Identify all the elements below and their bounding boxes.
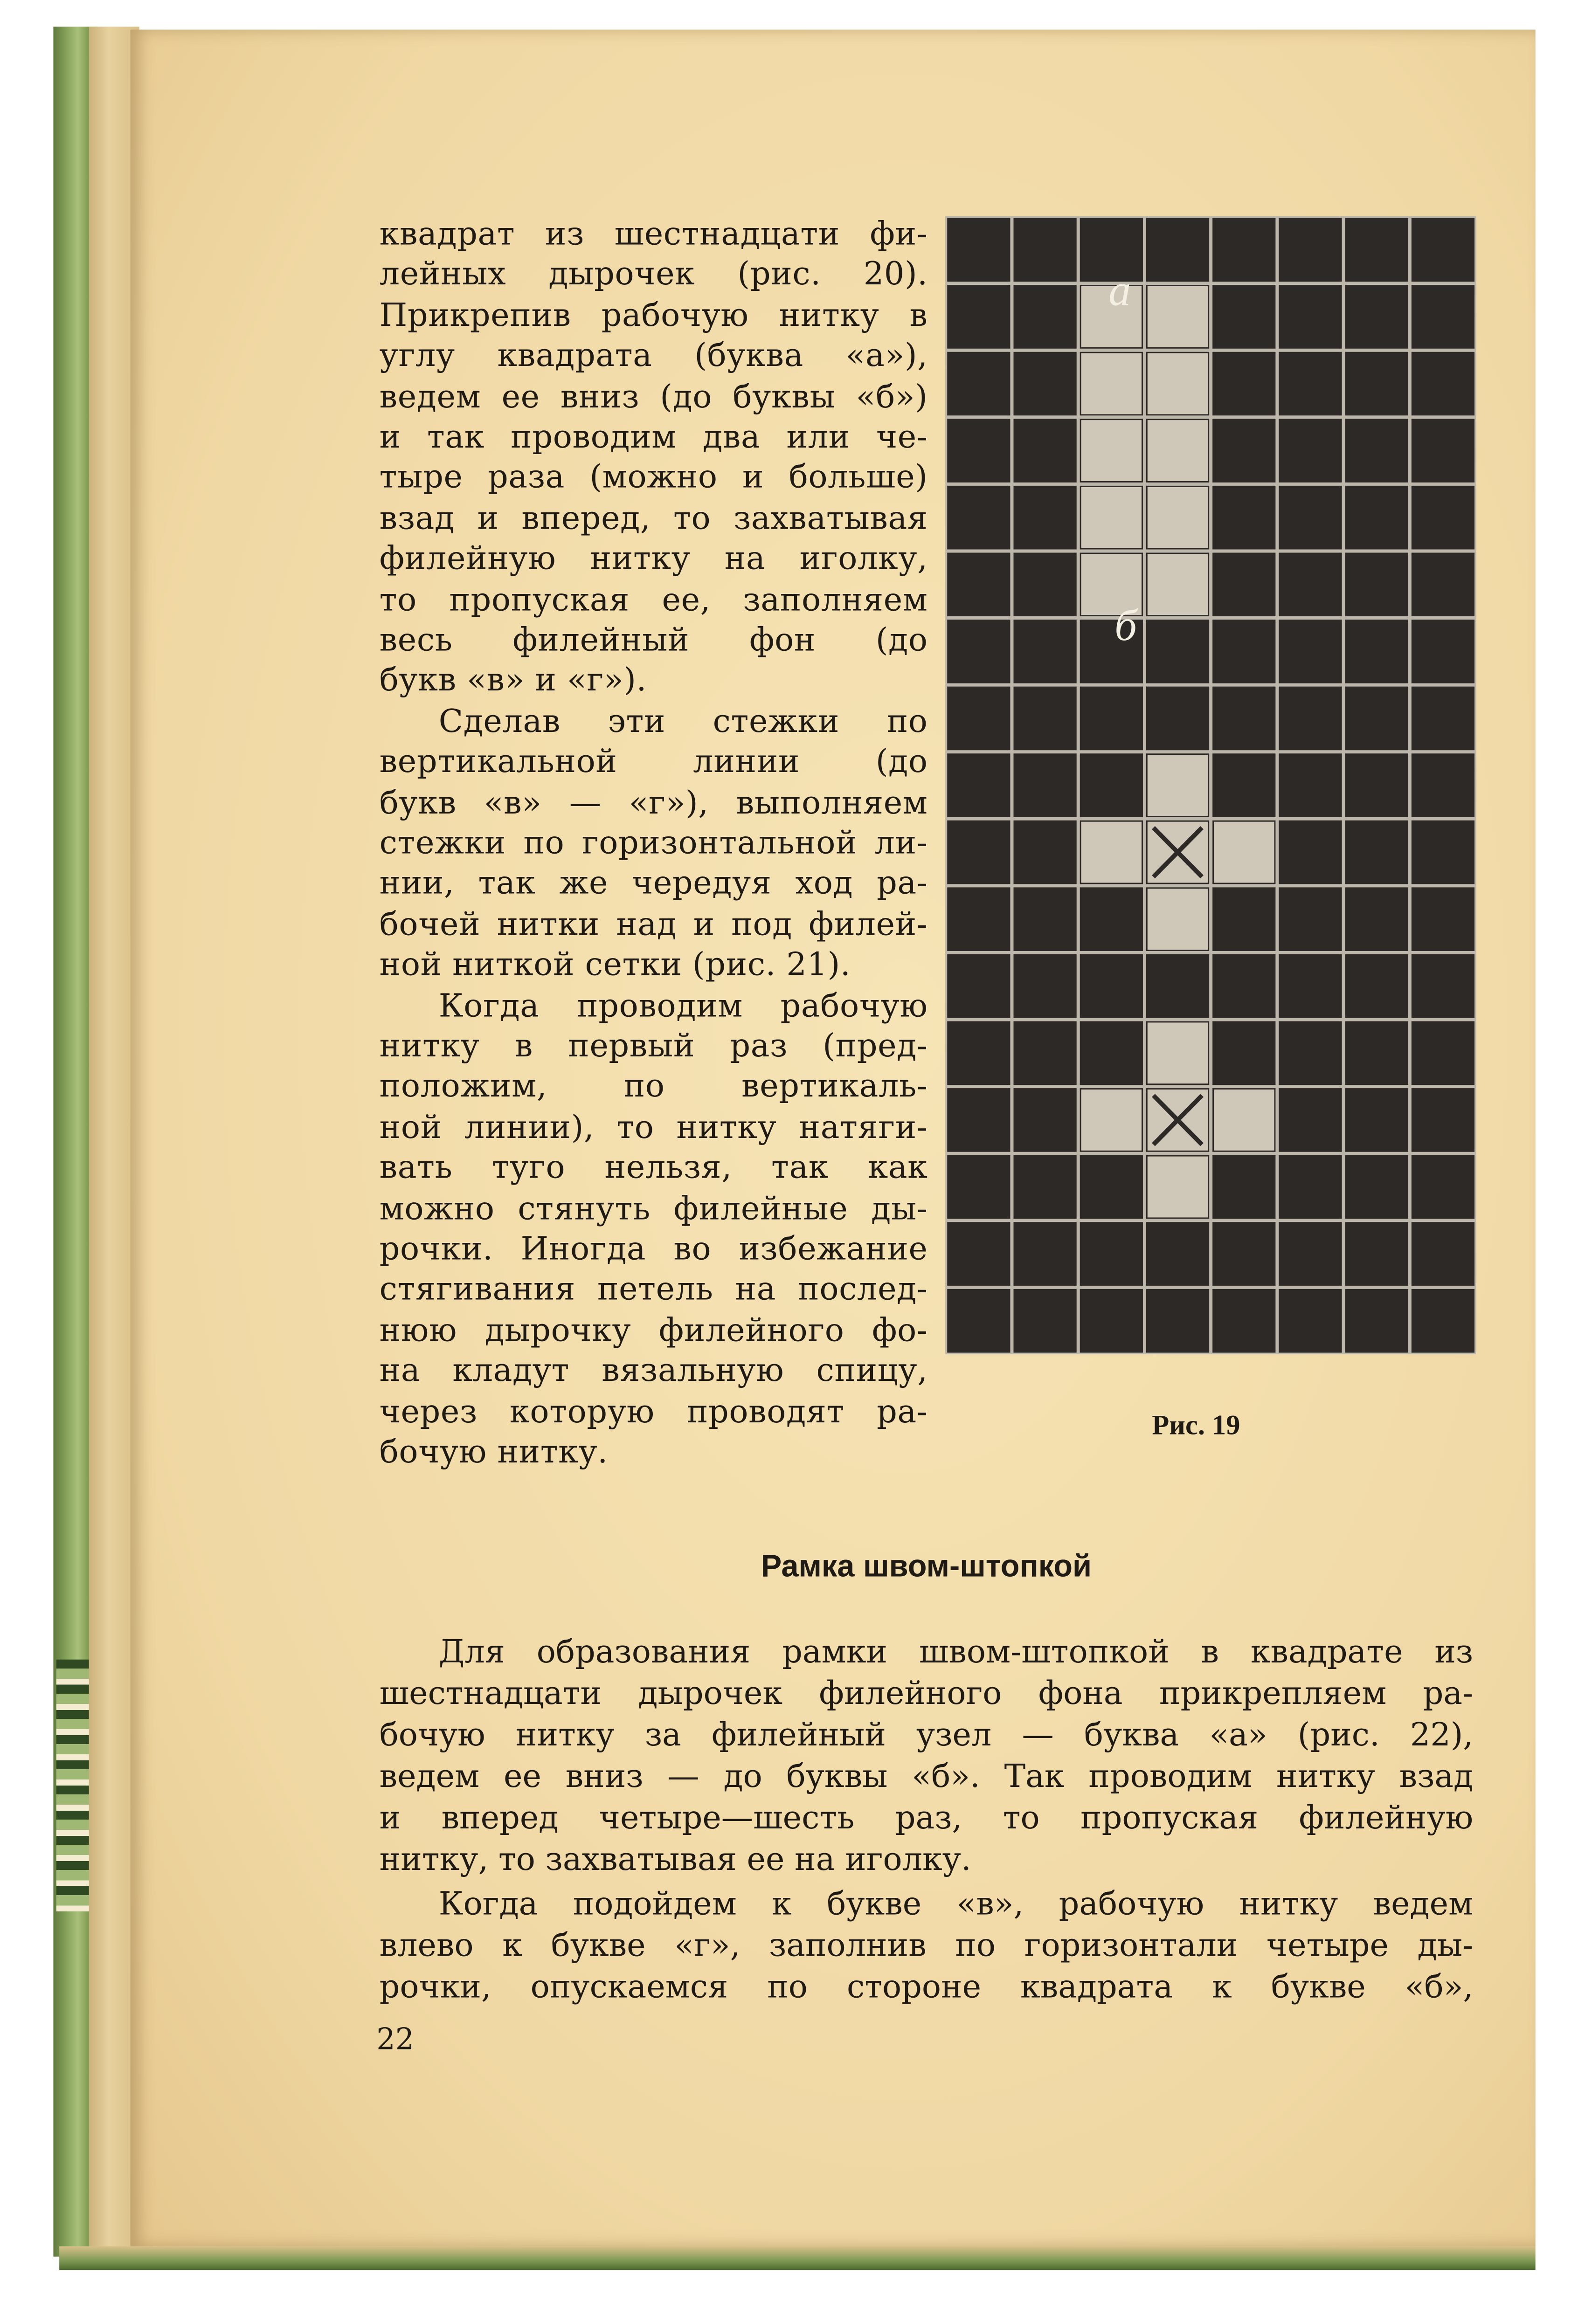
- figure-caption: Рис. 19: [1152, 1410, 1240, 1442]
- text-line: положим, по вертикаль-: [379, 1069, 928, 1106]
- text-line: углу квадрата (буква «а»),: [379, 338, 928, 375]
- text-line: букв «в» — «г»), выполняем: [379, 785, 928, 822]
- book-bottom-edge: [59, 2246, 1536, 2270]
- text-line: лейных дырочек (рис. 20).: [379, 257, 928, 294]
- stitched-cell: [1148, 1022, 1208, 1083]
- text-line: Прикрепив рабочую нитку в: [379, 297, 928, 335]
- stitched-cell: [1148, 420, 1208, 481]
- stitched-cell: [1081, 420, 1142, 481]
- text-line: нюю дырочку филейного фо-: [379, 1312, 928, 1350]
- stitched-cell: [1081, 353, 1142, 414]
- text-line: взад и вперед, то захватывая: [379, 500, 928, 538]
- page-number: 22: [376, 2021, 415, 2057]
- text-line: бочей нитки над и под филей-: [379, 906, 928, 944]
- figure-label-b: б: [1114, 600, 1137, 650]
- text-line: Сделав эти стежки по: [438, 703, 928, 741]
- stitched-cell: [1081, 1090, 1142, 1151]
- text-line: вертикальной линии (до: [379, 744, 928, 781]
- text-line: стягивания петель на послед-: [379, 1272, 928, 1309]
- text-line: бочую нитку за филейный узел — буква «а» (рис. 22),: [379, 1717, 1474, 1755]
- stitched-cell: [1148, 755, 1208, 816]
- text-line: весь филейный фон (до: [379, 622, 928, 660]
- text-line: Для образования рамки швом-штопкой в квадрате из: [438, 1634, 1474, 1672]
- stitched-cell: [1148, 889, 1208, 950]
- stitched-cell: [1148, 286, 1208, 347]
- text-line: стежки по горизонтальной ли-: [379, 825, 928, 862]
- text-line: нитку, то захватывая ее на иголку.: [379, 1841, 971, 1879]
- text-line: через которую проводят ра-: [379, 1393, 928, 1431]
- figure-19: [946, 216, 1476, 1354]
- stitched-cell: [1214, 1090, 1274, 1151]
- text-line: Когда проводим рабочую: [438, 987, 928, 1025]
- text-line: на кладут вязальную спицу,: [379, 1353, 928, 1390]
- stitched-cell: [1214, 822, 1274, 883]
- text-line: рочки, опускаемся по стороне квадрата к букве «б»,: [379, 1969, 1474, 2007]
- text-line: нии, так же чередуя ход ра-: [379, 866, 928, 903]
- text-line: квадрат из шестнадцати фи-: [379, 216, 928, 254]
- section-heading: Рамка швом-штопкой: [761, 1550, 1092, 1584]
- text-line: то пропуская ее, заполняем: [379, 581, 928, 619]
- figure-label-a: а: [1108, 265, 1131, 315]
- text-line: ной линии), то нитку натяги-: [379, 1109, 928, 1147]
- stitched-cell: [1148, 1157, 1208, 1218]
- text-line: можно стянуть филейные ды-: [379, 1191, 928, 1228]
- text-line: шестнадцати дырочек филейного фона прикрепляем ра-: [379, 1676, 1474, 1713]
- text-line: и вперед четыре—шесть раз, то пропуская филейную: [379, 1800, 1474, 1838]
- stitched-cell: [1081, 487, 1142, 548]
- text-line: филейную нитку на иголку,: [379, 541, 928, 579]
- stitched-cell: [1148, 554, 1208, 615]
- text-line: букв «в» и «г»).: [379, 662, 647, 700]
- text-line: влево к букве «г», заполнив по горизонтали четыре ды-: [379, 1927, 1474, 1965]
- text-line: тыре раза (можно и больше): [379, 460, 928, 497]
- text-line: и так проводим два или че-: [379, 419, 928, 456]
- text-line: бочую нитку.: [379, 1434, 608, 1472]
- text-line: ведем ее вниз — до буквы «б». Так проводим нитку взад: [379, 1759, 1474, 1796]
- text-line: нитку в первый раз (пред-: [379, 1028, 928, 1066]
- text-line: вать туго нельзя, так как: [379, 1150, 928, 1187]
- stitched-cell: [1148, 353, 1208, 414]
- text-line: ведем ее вниз (до буквы «б»): [379, 379, 928, 416]
- text-line: Когда подойдем к букве «в», рабочую нитку ведем: [438, 1886, 1474, 1924]
- stitched-cell: [1081, 822, 1142, 883]
- stitched-cell: [1148, 487, 1208, 548]
- filet-mesh-illustration: [946, 216, 1476, 1354]
- text-line: рочки. Иногда во избежание: [379, 1231, 928, 1269]
- text-line: ной ниткой сетки (рис. 21).: [379, 947, 851, 984]
